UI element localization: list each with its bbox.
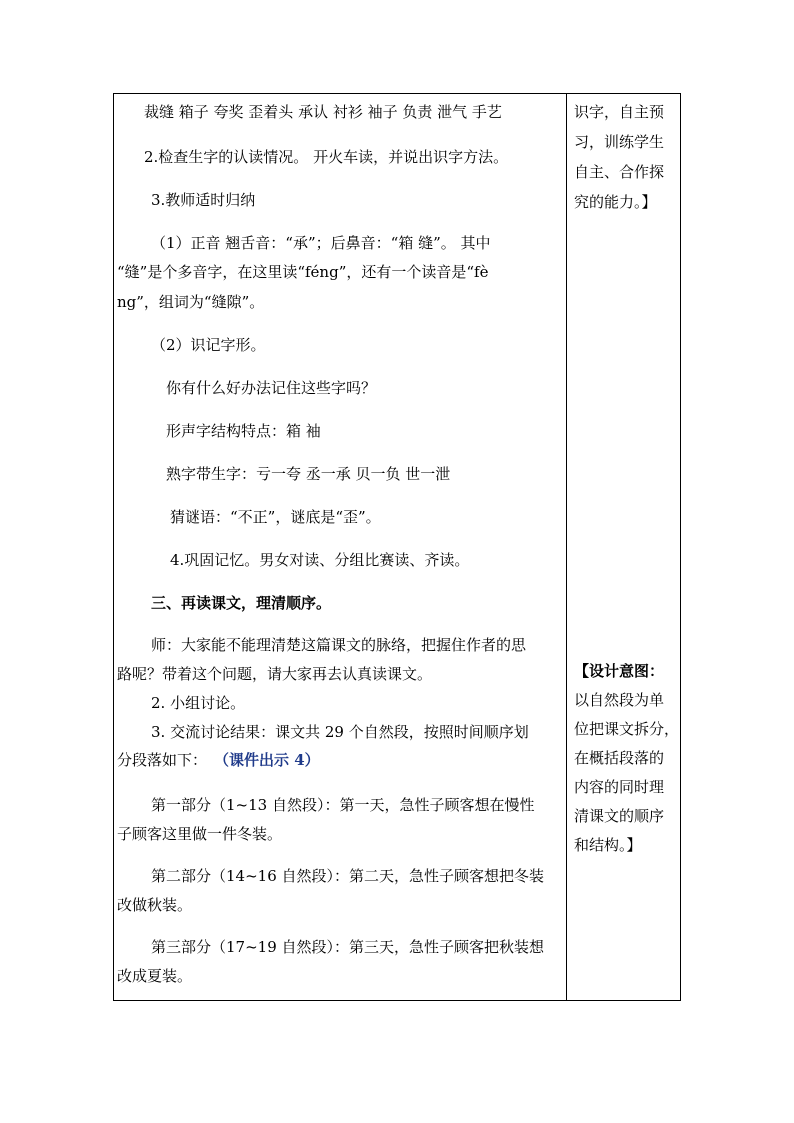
structure-line: 形声字结构特点：箱 袖 (166, 422, 321, 440)
step-4-line: 4.巩固记忆。男女对读、分组比赛读、齐读。 (170, 551, 470, 569)
teacher-line-1: 师：大家能不能理清楚这篇课文的脉络，把握住作者的思 (151, 636, 527, 654)
group-discussion-line: 2. 小组讨论。 (151, 694, 246, 712)
side-note-line-3: 自主、合作探 (574, 163, 665, 181)
side-note-line-1: 识字，自主预 (574, 103, 665, 121)
design-intent-line-3: 在概括段落的 (574, 749, 665, 767)
question-line: 你有什么好办法记住这些字吗？ (166, 379, 377, 397)
pronunciation-line-2: “缝”是个多音字，在这里读“féng”，还有一个读音是“fè (117, 263, 489, 281)
design-intent-title: 【设计意图： (574, 662, 665, 680)
result-line-1: 3. 交流讨论结果：课文共 29 个自然段，按照时间顺序划 (151, 723, 529, 741)
design-intent-line-5: 清课文的顺序 (574, 807, 665, 825)
riddle-line: 猜谜语：“不正”，谜底是“歪”。 (170, 508, 381, 526)
section-three-heading: 三、再读课文，理清顺序。 (151, 594, 332, 612)
step-3-line: 3.教师适时归纳 (151, 191, 256, 209)
teacher-line-2: 路呢？带着这个问题，请大家再去认真读课文。 (117, 665, 433, 683)
lesson-table (113, 93, 681, 1001)
part-one-line-1: 第一部分（1~13 自然段）：第一天，急性子顾客想在慢性 (151, 796, 535, 814)
pronunciation-line-1: （1）正音 翘舌音：“承”；后鼻音：“箱 缝”。 其中 (151, 234, 491, 252)
familiar-char-line: 熟字带生字：亏一夸 丞一承 贝一负 世一泄 (166, 465, 451, 483)
design-intent-line-2: 位把课文拆分， (574, 720, 680, 738)
side-note-line-4: 究的能力。】 (574, 193, 657, 211)
vocab-line: 裁缝 箱子 夸奖 歪着头 承认 衬衫 袖子 负责 泄气 手艺 (144, 103, 502, 121)
design-intent-line-1: 以自然段为单 (574, 691, 665, 709)
courseware-note: （课件出示 4） (214, 751, 320, 769)
part-two-line-2: 改做秋装。 (117, 896, 193, 914)
side-note-line-2: 习，训练学生 (574, 133, 665, 151)
part-two-line-1: 第二部分（14~16 自然段）：第二天，急性子顾客想把冬装 (151, 867, 545, 885)
design-intent-line-6: 和结构。】 (574, 836, 642, 854)
part-one-line-2: 子顾客这里做一件冬装。 (117, 825, 283, 843)
step-2-line: 2.检查生字的认读情况。 开火车读，并说出识字方法。 (144, 148, 509, 166)
pronunciation-line-3: ng”，组词为“缝隙”。 (117, 293, 265, 311)
part-three-line-1: 第三部分（17~19 自然段）：第三天，急性子顾客把秋装想 (151, 938, 545, 956)
result-line-2: 分段落如下： (117, 751, 208, 769)
shape-heading: （2）识记字形。 (151, 336, 266, 354)
design-intent-line-4: 内容的同时理 (574, 778, 665, 796)
part-three-line-2: 改成夏装。 (117, 967, 193, 985)
column-divider (566, 94, 567, 1000)
